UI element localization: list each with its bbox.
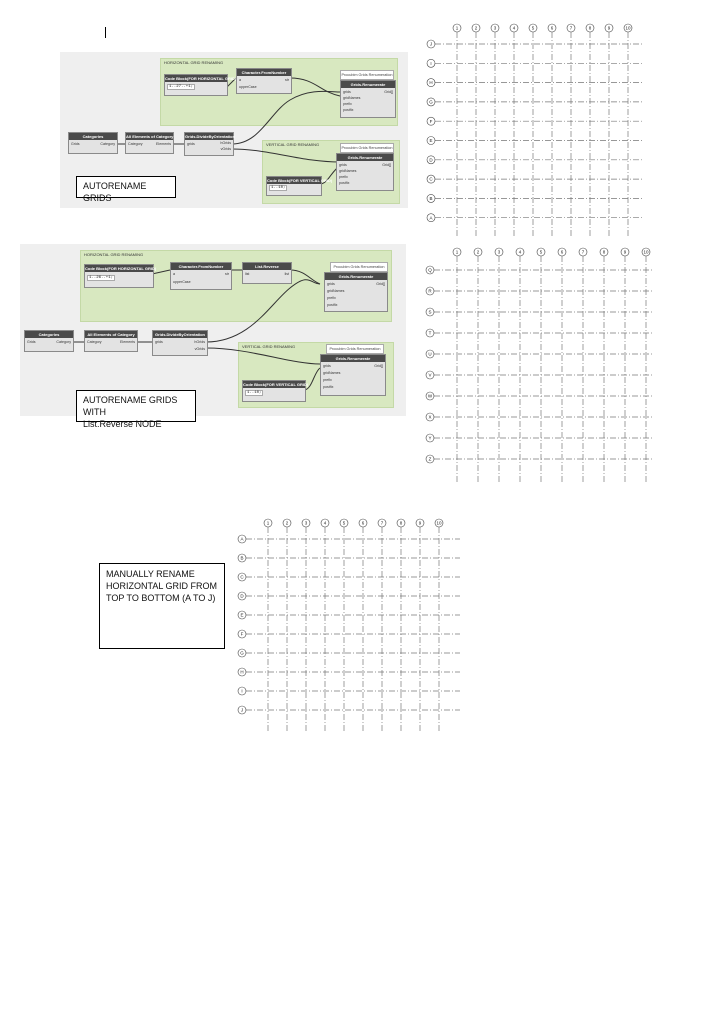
input-port[interactable]: postfix xyxy=(323,385,334,389)
row-label: Q xyxy=(428,267,432,273)
row-label: D xyxy=(429,157,433,163)
row-label: H xyxy=(429,80,433,86)
node-title: Grids.Renumerate xyxy=(341,81,395,88)
column-label: 7 xyxy=(581,249,585,255)
column-label: 10 xyxy=(436,520,442,526)
dynamo-graph-1 xyxy=(60,52,408,208)
input-port[interactable]: grids xyxy=(327,282,335,286)
input-port[interactable]: prefix xyxy=(323,378,332,382)
column-label: 1 xyxy=(266,520,270,526)
row-label: Y xyxy=(428,435,432,441)
column-label: 4 xyxy=(512,25,516,31)
input-port[interactable]: postfix xyxy=(343,108,354,112)
row-label: X xyxy=(428,414,432,420)
node-title: Grids.Renumerate xyxy=(337,154,393,161)
renumeration-note: Procubim Grids Renumeration xyxy=(340,70,394,80)
node-title: Code Block(FOR VERTICAL GRID) xyxy=(267,178,333,183)
row-label: G xyxy=(429,99,433,105)
column-label: 7 xyxy=(380,520,384,526)
column-label: 4 xyxy=(323,520,327,526)
column-label: 9 xyxy=(623,249,627,255)
column-label: 3 xyxy=(304,520,308,526)
renumerate-node-vertical[interactable] xyxy=(336,153,394,191)
row-label: R xyxy=(428,288,432,294)
code-block-horizontal[interactable] xyxy=(164,74,237,96)
input-port[interactable]: grids xyxy=(187,142,195,146)
dynamo-graph-2 xyxy=(20,244,406,429)
character-from-number-node[interactable] xyxy=(170,262,232,290)
column-label: 4 xyxy=(518,249,522,255)
node-title: All Elements of Category xyxy=(85,331,137,338)
row-label: Z xyxy=(428,456,432,462)
label-line: AUTORENAME GRIDS WITH xyxy=(83,395,178,417)
column-label: 8 xyxy=(602,249,606,255)
column-label: 1 xyxy=(455,25,459,31)
list-reverse-node[interactable] xyxy=(242,262,292,284)
row-label: C xyxy=(240,574,244,580)
node-title: Code Block(FOR HORIZONTAL GRID) xyxy=(165,76,237,81)
diagram-label xyxy=(76,390,196,429)
output-port[interactable]: vGrids xyxy=(220,147,231,151)
column-label: 2 xyxy=(474,25,478,31)
column-label: 5 xyxy=(531,25,535,31)
node-title: Grids.DivideByOrientation xyxy=(154,332,205,337)
output-port[interactable]: Elements xyxy=(120,340,135,344)
node-title: Grids.Renumerate xyxy=(321,355,385,362)
column-label: 5 xyxy=(342,520,346,526)
group-title: HORIZONTAL GRID RENAMING xyxy=(84,252,144,257)
row-label: W xyxy=(427,393,433,399)
dropdown-value[interactable]: Grids xyxy=(71,142,80,146)
column-label: 1 xyxy=(455,249,459,255)
input-port[interactable]: upperCase xyxy=(173,280,191,284)
output-port[interactable]: Elements xyxy=(156,142,171,146)
row-label: C xyxy=(429,176,433,182)
row-label: V xyxy=(428,372,432,378)
column-label: 10 xyxy=(625,25,631,31)
row-label: A xyxy=(429,215,433,221)
code-value[interactable]: 1..27..+1; xyxy=(169,85,194,89)
input-port[interactable]: gridNames xyxy=(339,169,357,173)
input-port[interactable]: postfix xyxy=(327,303,338,307)
code-value[interactable]: 1..26..+1; xyxy=(89,276,114,280)
categories-node[interactable] xyxy=(24,330,74,352)
input-port[interactable]: grids xyxy=(323,364,331,368)
note-line: HORIZONTAL GRID FROM xyxy=(106,581,217,591)
group-title: VERTICAL GRID RENAMING xyxy=(242,344,296,349)
row-label: B xyxy=(429,196,433,201)
node-title: Categories xyxy=(25,331,73,338)
output-port[interactable]: Category xyxy=(100,142,115,146)
column-label: 9 xyxy=(418,520,422,526)
input-port[interactable]: Category xyxy=(87,340,102,344)
label-line: List.Reverse NODE xyxy=(83,419,162,429)
input-port[interactable]: prefix xyxy=(339,175,348,179)
group-title: VERTICAL GRID RENAMING xyxy=(266,142,320,147)
row-label: E xyxy=(240,612,244,618)
row-label: F xyxy=(240,631,244,637)
output-port[interactable]: Grid[] xyxy=(374,364,383,368)
column-label: 6 xyxy=(361,520,365,526)
renumerate-node-horizontal[interactable] xyxy=(324,272,388,312)
note-line: MANUALLY RENAME xyxy=(106,569,195,579)
row-label: B xyxy=(240,555,244,561)
column-label: 7 xyxy=(569,25,573,31)
input-port[interactable]: grids xyxy=(155,340,163,344)
row-label: T xyxy=(428,330,432,336)
column-label: 5 xyxy=(539,249,543,255)
note-line: TOP TO BOTTOM (A TO J) xyxy=(106,593,216,603)
node-title: Grids.DivideByOrientation xyxy=(185,134,236,139)
output-port[interactable]: str xyxy=(225,272,229,276)
output-port[interactable]: hGrids xyxy=(194,340,205,344)
column-label: 9 xyxy=(607,25,611,31)
renumerate-node-vertical[interactable] xyxy=(320,354,386,396)
node-title: All Elements of Category xyxy=(126,134,174,139)
output-port[interactable]: vGrids xyxy=(194,347,205,351)
column-label: 8 xyxy=(588,25,592,31)
row-label: I xyxy=(241,688,243,694)
all-elements-node[interactable] xyxy=(84,330,138,352)
input-port[interactable]: prefix xyxy=(343,102,352,106)
code-value[interactable]: 1..10; xyxy=(271,186,286,190)
dropdown-value[interactable]: Grids xyxy=(27,340,36,344)
output-port[interactable]: Grid[] xyxy=(382,163,391,167)
renumerate-node-horizontal[interactable] xyxy=(340,80,396,118)
code-block-vertical[interactable] xyxy=(242,380,309,402)
manual-rename-note xyxy=(99,563,225,649)
renumeration-note: Procubim Grids Renumeration xyxy=(330,262,388,272)
divide-by-orientation-node[interactable] xyxy=(152,330,208,356)
output-port[interactable]: Grid[] xyxy=(376,282,385,286)
node-title: Code Block(FOR HORIZONTAL GRID) xyxy=(85,266,157,271)
input-port[interactable]: list xyxy=(245,272,250,276)
column-label: 10 xyxy=(643,249,649,255)
row-label: D xyxy=(240,593,244,599)
input-port[interactable]: gridNames xyxy=(323,371,341,375)
column-label: 2 xyxy=(476,249,480,255)
row-label: A xyxy=(240,536,244,542)
node-title: Categories xyxy=(69,133,117,140)
row-label: H xyxy=(240,669,244,675)
node-title: Character.FromNumber xyxy=(237,69,291,76)
input-port[interactable]: a xyxy=(173,272,175,276)
renumeration-note: Procubim Grids Renumeration xyxy=(326,344,384,354)
column-label: 6 xyxy=(550,25,554,31)
output-port[interactable]: str xyxy=(285,78,289,82)
row-label: S xyxy=(428,309,432,315)
row-label: F xyxy=(429,118,433,124)
group-title: HORIZONTAL GRID RENAMING xyxy=(164,60,224,65)
node-title: List.Reverse xyxy=(243,263,291,270)
grid-plan-1 xyxy=(420,18,650,240)
input-port[interactable]: a xyxy=(239,78,241,82)
column-label: 3 xyxy=(497,249,501,255)
row-label: J xyxy=(240,707,244,713)
all-elements-node[interactable] xyxy=(125,132,174,154)
diagram-label xyxy=(76,176,176,203)
row-label: I xyxy=(430,60,432,66)
row-label: U xyxy=(428,351,432,357)
input-port[interactable]: grids xyxy=(339,163,347,167)
grid-plan-2 xyxy=(420,244,660,486)
character-from-number-node[interactable] xyxy=(236,68,292,94)
categories-node[interactable] xyxy=(68,132,118,154)
column-label: 8 xyxy=(399,520,403,526)
input-port[interactable]: gridNames xyxy=(327,289,345,293)
output-port[interactable]: Grid[] xyxy=(384,90,393,94)
output-port[interactable]: list xyxy=(284,272,289,276)
output-port[interactable]: hGrids xyxy=(220,141,231,145)
renumeration-note: Procubim Grids Renumeration xyxy=(340,143,394,153)
label-text: AUTORENAME GRIDS xyxy=(83,181,147,203)
row-label: E xyxy=(429,138,433,144)
output-port[interactable]: Category xyxy=(56,340,71,344)
column-label: 6 xyxy=(560,249,564,255)
code-block-vertical[interactable] xyxy=(266,176,333,196)
row-label: G xyxy=(240,650,244,656)
code-value[interactable]: 1..10; xyxy=(247,391,262,395)
divide-by-orientation-node[interactable] xyxy=(184,132,234,156)
row-label: J xyxy=(429,41,433,47)
input-port[interactable]: Category xyxy=(128,142,143,146)
node-title: Character.FromNumber xyxy=(171,263,231,270)
input-port[interactable]: grids xyxy=(343,90,351,94)
input-port[interactable]: gridNames xyxy=(343,96,361,100)
node-title: Code Block(FOR VERTICAL GRID) xyxy=(243,382,309,387)
input-port[interactable]: postfix xyxy=(339,181,350,185)
code-block-horizontal[interactable] xyxy=(84,264,157,288)
grid-plan-3 xyxy=(232,514,464,736)
input-port[interactable]: prefix xyxy=(327,296,336,300)
node-title: Grids.Renumerate xyxy=(325,273,387,280)
input-port[interactable]: upperCase xyxy=(239,85,257,89)
column-label: 3 xyxy=(493,25,497,31)
column-label: 2 xyxy=(285,520,289,526)
text-cursor xyxy=(105,27,106,38)
